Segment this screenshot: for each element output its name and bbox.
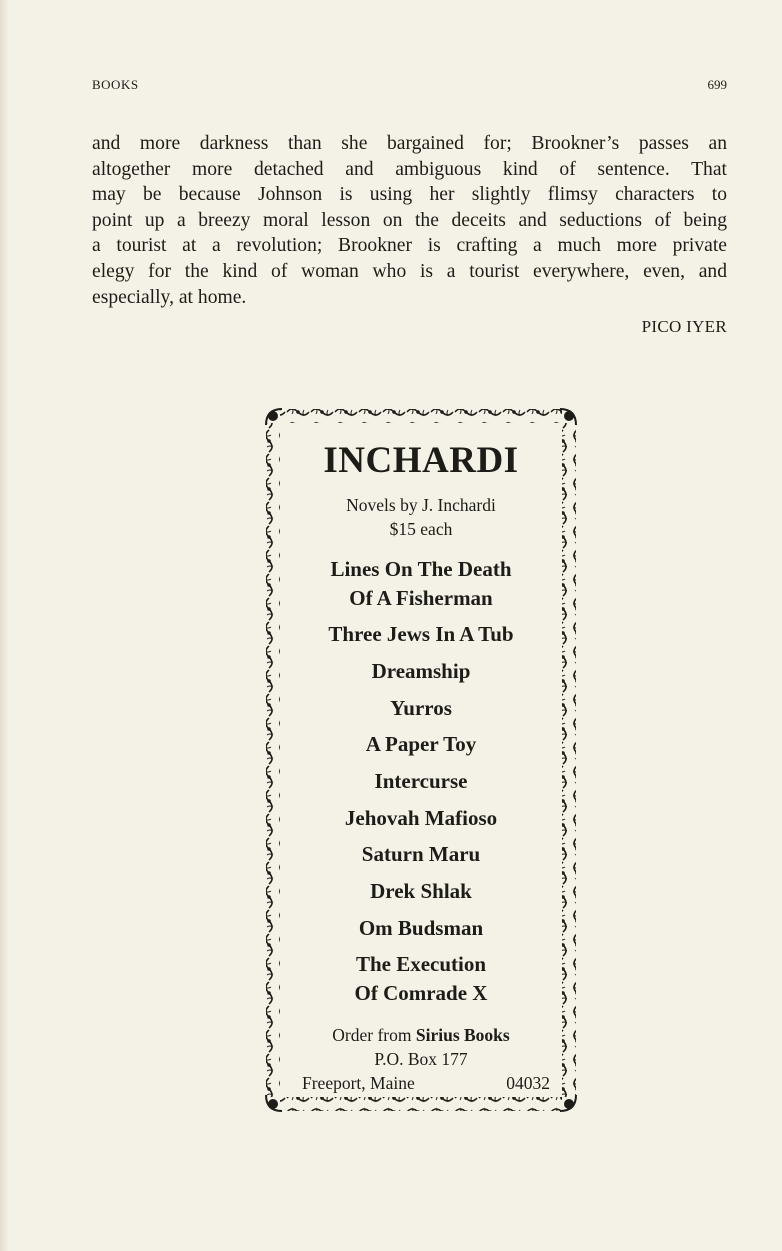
- advert-intro: [290, 493, 552, 541]
- text-line: point up a breezy moral lesson on the deceits and seductions of being: [92, 209, 727, 231]
- text-line: altogether more detached and ambiguous kind of sentence. That: [92, 158, 727, 180]
- book-title-line: Of A Fisherman: [349, 585, 493, 610]
- order-line: [290, 1023, 552, 1047]
- article-paragraph: [92, 131, 727, 310]
- book-title: [290, 555, 552, 612]
- book-title: Jehovah Mafioso: [344, 805, 498, 830]
- book-title-line: Lines On The Death: [330, 557, 512, 581]
- book-title-line: Of Comrade X: [354, 980, 488, 1005]
- advert-price: $15 each: [389, 519, 453, 539]
- book-title: Drek Shlak: [370, 879, 472, 903]
- address-row: [290, 1071, 552, 1095]
- advert-content: [290, 433, 552, 1094]
- book-title: Yurros: [390, 695, 452, 720]
- running-head: BOOKS: [92, 77, 139, 92]
- advert-intro-line: Novels by J. Inchardi: [346, 495, 496, 515]
- book-title: [290, 950, 552, 1007]
- advert-brand-title: INCHARDI: [323, 440, 519, 481]
- city-state: Freeport, Maine: [302, 1073, 415, 1094]
- zip-code: 04032: [506, 1073, 550, 1094]
- book-title: Om Budsman: [358, 915, 484, 940]
- text-line: and more darkness than she bargained for; Brookner’s passes an: [92, 133, 727, 154]
- book-title: A Paper Toy: [365, 732, 477, 757]
- page-number: 699: [707, 77, 727, 92]
- text-line: a tourist at a revolution; Brookner is crafting a much more private: [92, 235, 727, 257]
- book-title: Dreamship: [371, 658, 471, 683]
- order-prefix: Order from: [332, 1025, 412, 1046]
- po-box: P.O. Box 177: [374, 1049, 468, 1070]
- text-line: elegy for the kind of woman who is a tourist everywhere, even, and: [92, 260, 727, 282]
- inchardi-advertisement: [262, 405, 580, 1115]
- text-line: may be because Johnson is using her slightly flimsy characters to: [92, 184, 727, 206]
- publisher-name: Sirius Books: [415, 1025, 510, 1046]
- book-title: Three Jews In A Tub: [328, 622, 514, 647]
- book-title-list: [290, 555, 552, 1007]
- book-title: Intercurse: [374, 768, 468, 793]
- book-title-line: The Execution: [355, 952, 487, 977]
- page-spine-shadow: [0, 0, 9, 1251]
- book-title: Saturn Maru: [361, 842, 481, 867]
- order-info: [290, 1023, 552, 1095]
- text-line: especially, at home.: [92, 286, 247, 308]
- author-signature: PICO IYER: [641, 317, 727, 336]
